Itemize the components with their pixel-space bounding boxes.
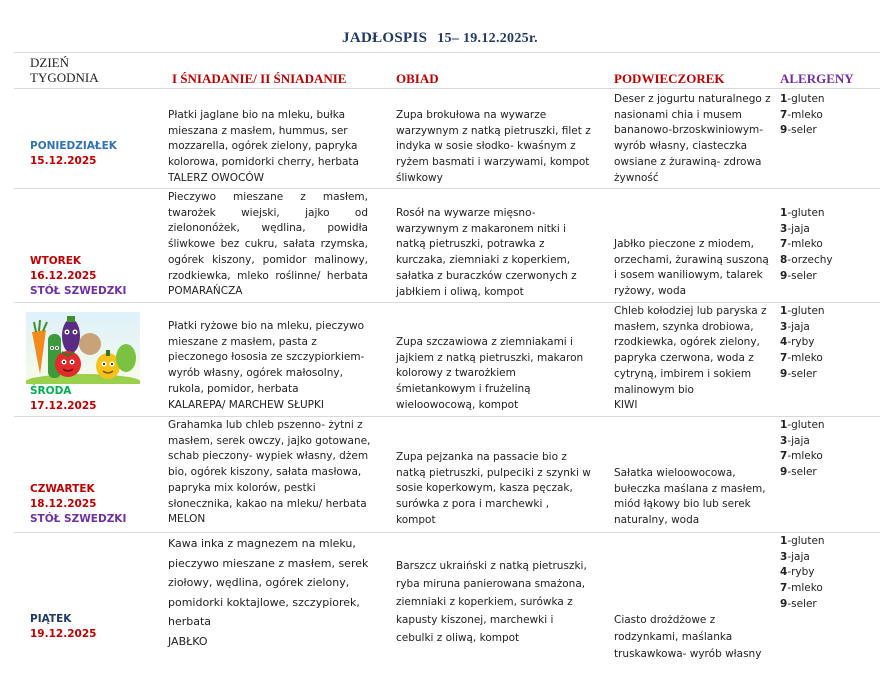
menu-line: ziołowy, wędlina, ogórek zielony, [168,576,350,589]
menu-line: sosie koperkowym, kasza pęczak, [396,482,573,495]
allergen-number: 7 [780,450,788,463]
menu-line: KALAREPA/ MARCHEW SŁUPKI [168,398,324,411]
dinner-wednesday [396,335,596,414]
allergens-monday [780,92,825,139]
vegetables-illustration [26,312,140,384]
menu-line: ryba miruna panierowana smażona, [396,578,586,590]
allergen-name: -seler [787,124,817,137]
menu-line: Jabłko pieczone z miodem, [614,238,754,250]
menu-line: ryżowy, woda [614,285,687,298]
menu-line: warzywnym z natką pietruszki, filet z [396,124,591,137]
allergen-item [780,320,825,336]
allergen-name: -seler [787,269,817,282]
allergens-wednesday [780,304,825,383]
date-range: 15– 19.12.2025r. [437,31,538,46]
allergen-number: 4 [780,566,788,579]
allergen-name: -jaja [787,434,810,447]
menu-line: bułeczka maślana z masłem, [614,482,766,495]
allergen-item [780,253,833,269]
allergen-name: -ryby [787,336,815,349]
page-title [0,30,880,47]
allergen-name: -gluten [787,93,825,105]
dinner-monday [396,108,596,187]
allergen-name: -mleko [787,450,823,463]
allergen-number: 3 [780,434,788,447]
allergen-name: -seler [787,597,817,610]
allergens-tuesday [780,206,833,285]
allergen-item [780,418,825,434]
menu-line: Pieczywo mieszane z masłem, [168,191,368,203]
menu-line: rzodkiewka, mleko roślinne/ herbata [168,269,368,282]
menu-line: śliwkowe bez cukru, sałata rzymska, [168,238,368,251]
day-friday [30,612,96,642]
divider [14,88,880,89]
menu-line: jajkiem z natką pietruszki, makaron [396,351,584,364]
allergen-number: 3 [780,320,788,333]
menu-line: twarożek wiejski, jajko od [168,206,368,219]
breakfast-friday [168,534,388,651]
header-breakfast: I ŚNIADANIE/ II ŚNIADANIE [172,71,347,86]
allergen-item [780,434,825,450]
lettuce-icon [116,344,136,372]
menu-line: śmietankowym i frużeliną [396,383,531,396]
allergen-name: -jaja [787,550,810,563]
menu-line: kapusty kiszonej, marchewki i [396,614,554,626]
menu-line: Ciasto drożdżowe z [614,614,716,626]
menu-line: Sałatka wieloowocowa, [614,467,736,479]
buffet-note: STÓŁ SZWEDZKI [30,285,127,297]
menu-line: Grahamka lub chleb pszenno- żytni z [168,419,363,431]
menu-line: naturalny, woda [614,514,700,527]
day-date: 18.12.2025 [30,498,97,510]
dinner-tuesday [396,206,596,300]
allergen-name: -gluten [787,305,825,317]
header-day [30,55,99,85]
allergen-item [780,304,825,320]
eggplant-icon [62,319,80,353]
header-dinner: OBIAD [396,71,439,86]
allergen-name: -mleko [787,582,823,595]
menu-line: żywność [614,171,659,184]
menu-line: cebulki z oliwą, kompot [396,632,520,644]
menu-line: bio, ogórek kiszony, sałata masłowa, [168,466,362,479]
allergen-number: 7 [780,352,788,365]
breakfast-monday [168,108,368,187]
allergen-number: 1 [780,535,788,547]
allergen-item [780,449,825,465]
day-name: PIĄTEK [30,613,72,625]
header-allergens: ALERGENY [780,71,854,86]
menu-line: Zupa pejzanka na passacie bio z [396,451,567,463]
divider [14,302,880,303]
menu-line: Barszcz ukraiński z natką pietruszki, [396,560,587,572]
menu-line: truskawkowa- wyrób własny [614,648,762,660]
menu-line: cytryną, imbirem i sokiem [614,367,752,380]
snack-wednesday [614,304,774,414]
allergen-number: 1 [780,305,788,317]
dinner-friday [396,557,606,647]
snack-tuesday [614,237,774,300]
header-day-line1: DZIEŃ [30,55,69,70]
header-day-line2: TYGODNIA [30,70,99,85]
menu-line: ogórek kiszony, pomidor malinowy, [168,253,368,266]
breakfast-tuesday [168,190,368,300]
menu-line: natką pietruszki, potrawka z [396,238,545,251]
menu-line: MELON [168,513,206,526]
allergen-name: -mleko [787,352,823,365]
header-snack: PODWIECZOREK [614,71,725,86]
day-tuesday [30,254,126,299]
menu-line: rukola, pomidor, herbata [168,382,299,395]
day-name: CZWARTEK [30,483,95,495]
menu-line: pieczywo mieszane z masłem, serek [168,556,369,570]
menu-line: orzechami, żurawiną suszoną [614,253,769,266]
allergen-name: -seler [787,367,817,380]
allergen-name: -mleko [787,108,823,121]
allergen-item [780,367,825,383]
day-date: 17.12.2025 [30,400,97,412]
onion-icon [79,333,101,355]
menu-title: JADŁOSPIS [342,30,428,46]
allergen-number: 9 [780,124,788,137]
menu-line: kolorowy z twarożkiem [396,367,516,380]
day-date: 16.12.2025 [30,270,97,282]
menu-line: i sosem waniliowym, talarek [614,269,763,282]
allergen-number: 7 [780,582,788,595]
allergen-number: 1 [780,93,788,105]
menu-line: kompot [396,513,436,526]
allergen-name: -jaja [787,320,810,333]
menu-line: miód łąkowy bio lub serek [614,498,751,511]
menu-line: wieloowocową, kompot [396,398,519,411]
menu-line: indyka w sosie słodko- kwaśnym z [396,140,576,153]
breakfast-thursday [168,418,371,528]
menu-line: POMARAŃCZA [168,285,243,298]
allergen-number: 1 [780,419,788,431]
menu-line: ziemniaki z koperkiem, surówka z [396,596,573,608]
allergen-name: -jaja [787,222,810,235]
allergen-number: 9 [780,367,788,380]
allergen-name: -gluten [787,207,825,219]
menu-line: sałatka z buraczków czerwonych z [396,269,577,282]
allergen-item [780,123,825,139]
day-thursday [30,482,126,527]
allergen-item [780,565,825,581]
menu-line: masłem, szynka drobiowa, [614,320,754,333]
menu-line: JABŁKO [168,634,208,648]
divider [14,52,880,53]
menu-line: mieszana z masłem, hummus, ser [168,124,348,137]
allergen-item [780,597,825,613]
allergens-friday [780,534,825,613]
allergens-thursday [780,418,825,481]
allergen-number: 8 [780,254,788,267]
menu-line: wyrób własny, ciasteczka [614,140,748,153]
menu-line: TALERZ OWOCÓW [168,171,264,184]
allergen-item [780,534,825,550]
menu-line: zielononóżek, wędlina, powidła [168,222,368,235]
divider [14,188,880,189]
buffet-note: STÓŁ SZWEDZKI [30,513,127,525]
menu-line: wyrób własny, ogórek małosolny, [168,367,343,380]
menu-line: bananowo-brzoskwiniowym- [614,124,764,137]
menu-line: Zupa szczawiowa z ziemniakami i [396,336,573,348]
allergen-number: 9 [780,269,788,282]
menu-line: śliwkowy [396,171,443,184]
allergen-name: -seler [787,466,817,479]
menu-line: papryka mix kolorów, pestki [168,481,316,494]
allergen-number: 7 [780,238,788,251]
divider [14,532,880,533]
allergen-number: 9 [780,597,788,610]
menu-line: rodzynkami, maślanka [614,631,733,643]
menu-line: Deser z jogurtu naturalnego z [614,93,771,105]
menu-line: mieszane z masłem, pasta z [168,335,317,348]
menu-line: malinowym bio [614,383,694,396]
breakfast-wednesday [168,319,368,413]
snack-friday [614,612,774,663]
allergen-item [780,351,825,367]
menu-line: kurczaka, ziemniaki z koperkiem, [396,254,571,267]
allergen-item [780,269,833,285]
allergen-number: 3 [780,550,788,563]
allergen-name: -orzechy [787,254,833,267]
menu-line: Rosół na wywarze mięsno- [396,207,536,219]
day-name: ŚRODA [30,385,72,397]
menu-line: jabłkiem i oliwą, kompot [396,285,524,298]
menu-line: nasionami chia i musem [614,108,742,121]
menu-line: herbata [168,615,212,628]
menu-line: Chleb kołodziej lub paryska z [614,305,767,317]
menu-line: pomidorki koktajlowe, szczypiorek, [168,595,360,609]
menu-line: Płatki ryżowe bio na mleku, pieczywo [168,320,365,332]
allergen-number: 4 [780,336,788,349]
allergen-item [780,465,825,481]
menu-line: pieczonego łososia ze szczypiorkiem- [168,351,365,364]
menu-line: schab pieczony- wypiek własny, dżem [168,450,369,463]
day-wednesday [30,384,96,414]
menu-line: mozzarella, ogórek zielony, papryka [168,140,358,153]
menu-line: Zupa brokułowa na wywarze [396,109,547,121]
day-date: 19.12.2025 [30,628,97,640]
allergen-name: -gluten [787,535,825,547]
allergen-item [780,237,833,253]
allergen-item [780,335,825,351]
allergen-number: 3 [780,222,788,235]
menu-line: surówka z pora i marchewki , [396,498,550,511]
menu-line: Kawa inka z magnezem na mleku, [168,537,356,550]
menu-line: rzodkiewka, ogórek zielony, [614,336,760,349]
allergen-name: -mleko [787,238,823,251]
dinner-thursday [396,450,596,529]
menu-line: masłem, serek owczy, jajko gotowane, [168,434,371,447]
allergen-number: 1 [780,207,788,219]
day-monday [30,139,117,169]
allergen-item [780,550,825,566]
allergen-item [780,206,833,222]
divider [14,416,880,417]
menu-line: ryżem basmati i warzywami, kompot [396,156,590,169]
day-name: PONIEDZIAŁEK [30,140,117,152]
menu-line: natką pietruszki, pulpeciki z szynki w [396,466,591,479]
allergen-name: -ryby [787,566,815,579]
snack-thursday [614,466,774,529]
snack-monday [614,92,774,186]
menu-line: KIWI [614,399,638,412]
menu-line: warzywnym z makaronem nitki i [396,222,567,235]
menu-line: Płatki jaglane bio na mleku, bułka [168,109,346,121]
allergen-name: -gluten [787,419,825,431]
menu-line: słonecznika, kakao na mleku/ herbata [168,497,367,510]
day-date: 15.12.2025 [30,155,97,167]
allergen-item [780,108,825,124]
allergen-item [780,222,833,238]
allergen-number: 7 [780,108,788,121]
allergen-item [780,92,825,108]
menu-line: owsiane z żurawiną- zdrowa [614,155,762,168]
allergen-number: 9 [780,466,788,479]
menu-line: kolorowa, pomidorki cherry, herbata [168,156,359,169]
day-name: WTOREK [30,255,82,267]
menu-line: papryka czerwona, woda z [614,352,754,365]
allergen-item [780,581,825,597]
